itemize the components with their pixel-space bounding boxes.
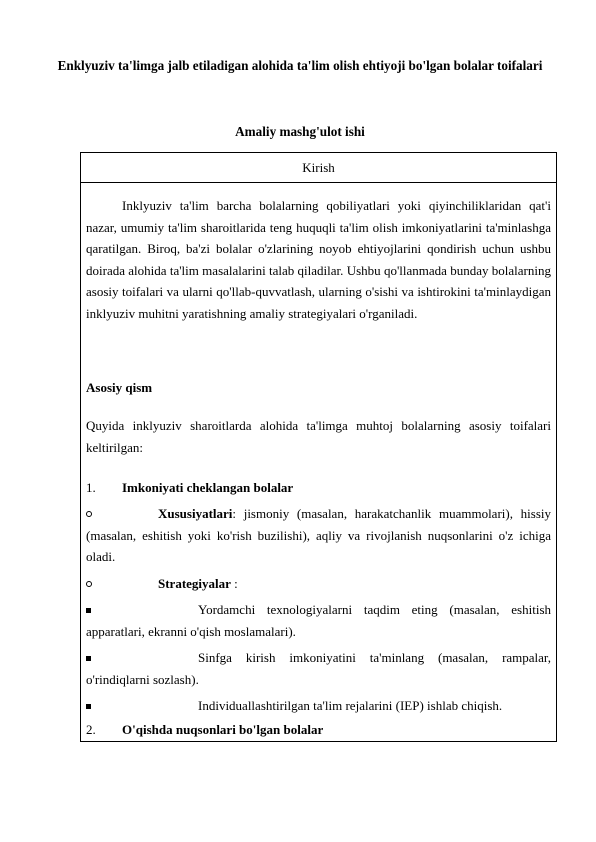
document-title: Enklyuziv ta'limga jalb etiladigan alohida ta'lim olish ehtiyoji bo'lgan bolalar toifalari xyxy=(57,58,543,73)
list-item-title: O'qishda nuqsonlari bo'lgan bolalar xyxy=(122,722,324,737)
main-heading: Asosiy qism xyxy=(86,380,153,395)
list-item-title: Imkoniyati cheklangan bolalar xyxy=(122,480,294,495)
strategy-bullet xyxy=(86,599,551,642)
document-subtitle: Amaliy mashg'ulot ishi xyxy=(235,124,365,139)
strategies-label: Strategiyalar xyxy=(158,576,231,591)
square-bullet-icon xyxy=(86,695,198,717)
header-rule xyxy=(81,182,556,183)
square-bullet-icon xyxy=(86,599,198,621)
square-bullet-icon xyxy=(86,647,198,669)
list-number: 1. xyxy=(86,480,96,495)
strategy-bullet-text: Yordamchi texnologiyalarni taqdim eting (masalan, eshitish apparatlari, ekranni o'qish moslamalari). xyxy=(86,602,551,639)
list-item-2 xyxy=(86,719,551,741)
circle-bullet-icon xyxy=(86,573,158,595)
list-number: 2. xyxy=(86,722,96,737)
strategy-bullet-text: Individuallashtirilgan ta'lim rejalarini (IEP) ishlab chiqish. xyxy=(198,698,503,713)
strategy-bullet xyxy=(86,695,551,717)
intro-heading: Kirish xyxy=(302,160,335,175)
strategy-bullet-text: Sinfga kirish imkoniyatini ta'minlang (masalan, rampalar, o'rindiqlarni sozlash). xyxy=(86,650,551,687)
border-mark xyxy=(556,378,557,398)
content-box xyxy=(80,152,557,742)
strategy-bullet xyxy=(86,647,551,690)
features-text: : jismoniy (masalan, harakatchanlik muammolari), hissiy (masalan, eshitish yoki ko'rish buzilishi), aqliy va rivojlanish nuqsonlarini o'z ichiga oladi. xyxy=(86,506,551,565)
main-intro: Quyida inklyuziv sharoitlarda alohida ta'limga muhtoj bolalarning asosiy toifalari keltirilgan: xyxy=(86,418,551,455)
border-mark xyxy=(556,553,557,578)
border-mark xyxy=(80,193,81,223)
border-mark xyxy=(556,193,557,223)
circle-bullet-icon xyxy=(86,503,158,525)
features-label: Xususiyatlari xyxy=(158,506,233,521)
intro-paragraph: Inklyuziv ta'lim barcha bolalarning qobiliyatlari yoki qiyinchiliklaridan qat'i nazar, umumiy ta'lim sharoitlarida teng huquqli ta'lim olish imkoniyatlarini ta'minlashga qaratilgan. Biroq, ba'zi bolalar o'zlarining noyob ehtiyojlarini qondirish uchun ushbu doirada alohida ta'lim masalalarini talab qiladilar. Ushbu qo'llanmada bunday bolalarning asosiy toifalari va ularni qo'llab-quvvatlash, ularning o'sishi va ishtirokini ta'minlaydigan inklyuziv muhitni yaratishning amaliy strategiyalari o'rganiladi. xyxy=(86,198,551,321)
border-mark xyxy=(80,553,81,578)
strategies-suffix: : xyxy=(230,576,238,591)
features-line xyxy=(86,503,551,568)
list-item-1 xyxy=(86,477,551,499)
strategies-line xyxy=(86,573,551,595)
